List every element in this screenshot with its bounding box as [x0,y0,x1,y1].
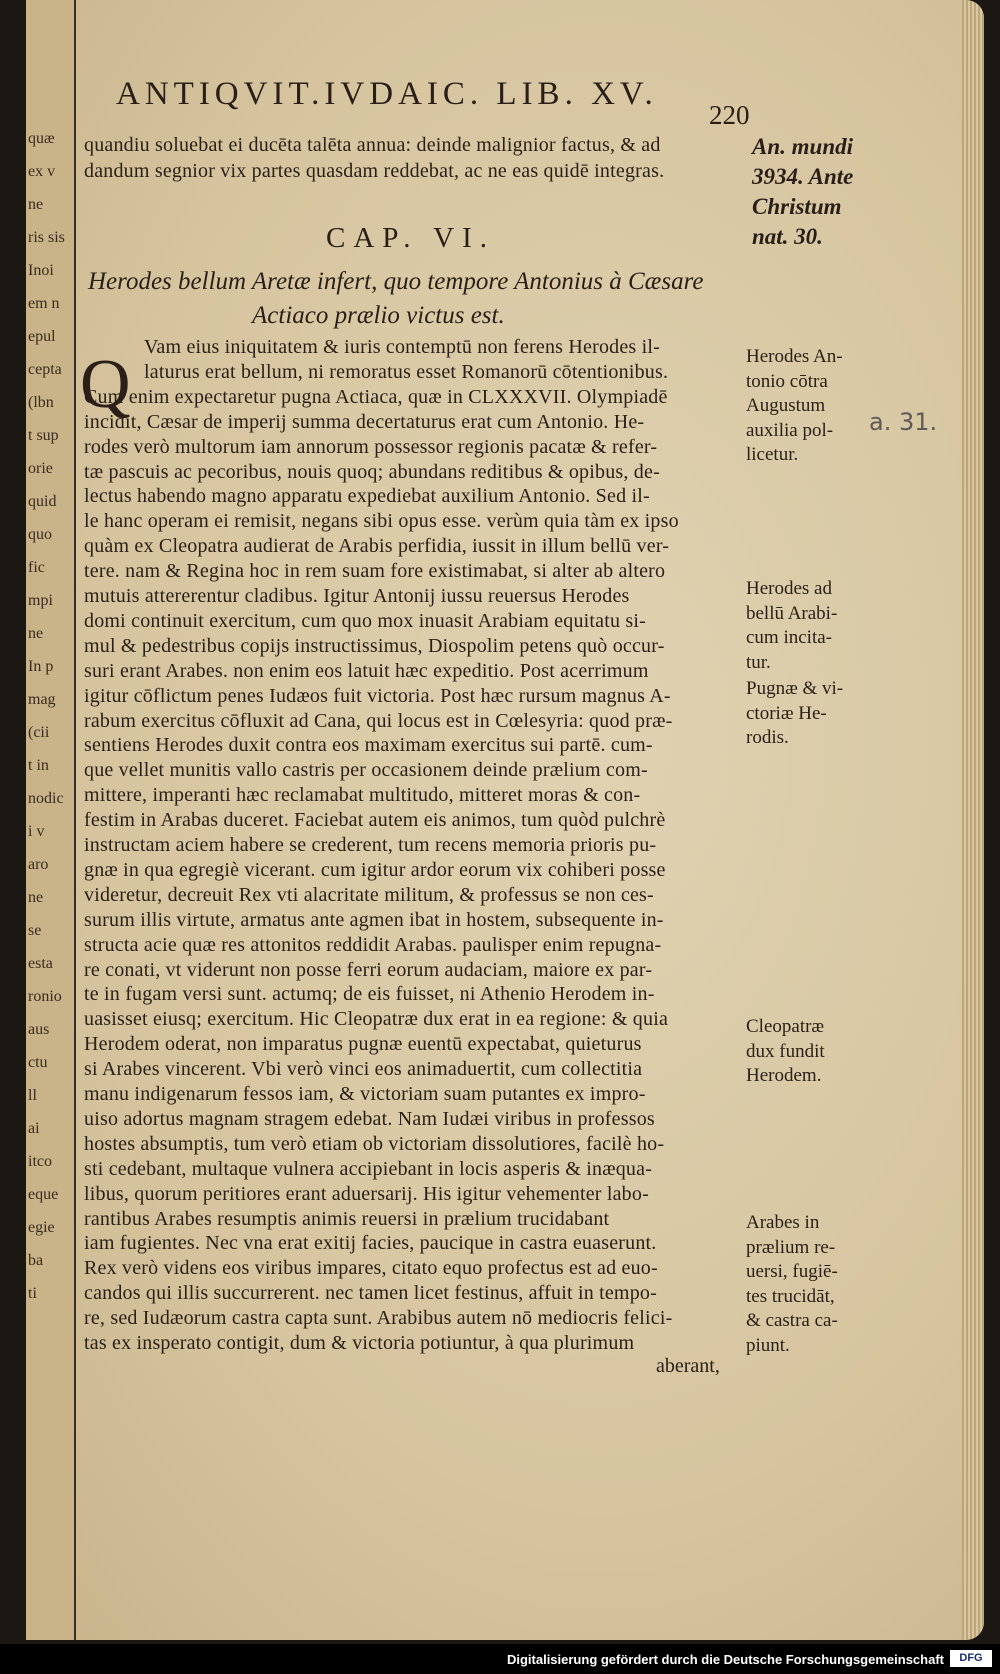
body-line: mutuis attererentur cladibus. Igitur Antonij iussu reuersus Herodes [84,585,630,607]
facing-page-fragment: eque [28,1186,59,1203]
drop-cap: Q [80,346,131,423]
facing-page-fragment: egie [28,1219,55,1236]
body-line: instructam aciem habere se crederent, tum recens memoria prioris pu- [84,834,657,856]
facing-page-fragment: se [28,922,42,939]
body-line: suri erant Arabes. non enim eos latuit hæc expeditio. Post acerrimum [84,659,649,682]
margin-note-line: Herodes ad [746,578,832,599]
margin-note-line: auxilia pol- [746,419,834,441]
book-page [26,0,984,1640]
margin-note-line: Arabes in [746,1212,820,1233]
margin-note-line: Herodes An- [746,346,843,367]
facing-page-fragment: ai [28,1120,40,1137]
body-line: quàm ex Cleopatra audierat de Arabis perfidia, iussit in illum bellū ver- [84,535,670,558]
facing-page-fragment: ne [28,196,44,213]
body-line: candos qui illis succurrerent. nec tamen licet festinus, affuit in tempo- [84,1282,657,1305]
body-line: libus, quorum peritiores erant aduersarij. His igitur vehementer labo- [84,1182,649,1205]
dfg-logo-icon: DFG [950,1650,992,1667]
facing-page-fragment: ne [28,625,44,642]
margin-note-line: & castra ca- [746,1310,838,1331]
facing-page-fragment: orie [28,460,53,477]
facing-page-fragment: mag [28,691,56,708]
body-line: uasisset eiusq; exercitum. Hic Cleopatræ dux erat in ea regione: & quia [84,1008,669,1031]
facing-page-fragment: i v [28,823,45,840]
intro-line: dandum segnior vix partes quasdam reddebat, ac ne eas quidē integras. [84,160,665,182]
body-line: re conati, vt viderunt non posse ferri eorum audaciam, maiore ex par- [84,958,653,981]
body-line: tere. nam & Regina hoc in rem suam fore existimabat, si alter ab altero [84,560,666,583]
body-line: laturus erat bellum, ni remoratus esset Romanorū cōtentionibus. [144,360,669,383]
margin-note-line: dux fundit [746,1040,825,1062]
margin-note-line: Augustum [746,395,826,416]
facing-page-fragment: fic [28,559,45,576]
facing-page-fragment: ris sis [28,229,65,246]
facing-page-fragment: (cii [28,724,50,741]
body-line: sentiens Herodes duxit contra eos maximam exercitus sui partē. cum- [84,734,653,757]
body-line: rodes verò multorum iam annorum possessor regionis pacatæ & refer- [84,435,658,458]
body-line: Cum enim expectaretur pugna Actiaca, quæ in CLXXXVII. Olympiadē [84,385,668,408]
facing-page-fragment: Inoi [28,262,54,279]
body-line: re, sed Iudæorum castra capta sunt. Arabibus autem nō mediocris felici- [84,1307,673,1330]
body-line: rantibus Arabes resumptis animis reuersi in prælium trucidabant [84,1207,610,1230]
margin-note-line: cum incita- [746,627,832,648]
facing-page-fragment: t in [28,757,49,774]
facing-page-fragment: ba [28,1252,44,1269]
page-fore-edge [962,0,984,1640]
facing-page-fragment: ex v [28,163,56,180]
body-line: tas ex insperato contigit, dum & victoria potiuntur, à qua plurimum [84,1332,635,1354]
margin-note-line: ctoriæ He- [746,702,827,724]
body-line: videretur, decreuit Rex vti alacritate militum, & professus se non ces- [84,883,654,906]
body-line: Vam eius iniquitatem & iuris contemptū non ferens Herodes il- [144,336,660,358]
facing-page-fragment: ronio [28,988,62,1005]
body-line: sti cedebant, multaque vulnera accipiebant in locis asperis & inæqua- [84,1157,653,1180]
facing-page-fragment: em n [28,295,60,312]
body-line: si Arabes vincerent. Vbi verò vinci eos animaduertit, cum collectitia [84,1058,643,1081]
body-line: uiso adortus magnam stragem edebat. Nam Iudæi viribus in professos [84,1107,655,1130]
chapter-heading: CAP. VI. [326,222,496,254]
body-line: manu indigenarum fessos iam, & victoriam suam putantes ex impro- [84,1083,646,1105]
facing-page-fragment: itco [28,1153,52,1170]
facing-page-fragment: In p [28,658,54,675]
chapter-summary-line: Actiaco prælio victus est. [252,302,505,329]
body-line: structa acie quæ res attonitos reddidit Arabas. paulisper enim repugna- [84,933,662,956]
facing-page-fragment: ctu [28,1054,48,1071]
margin-note-line: 3934. Ante [752,164,854,189]
facing-page-fragment: quæ [28,130,55,147]
pencil-annotation: a. 31. [869,408,938,436]
body-line: festim in Arabas duceret. Faciebat autem eis animos, tum quòd pulchrè [84,809,666,832]
facing-page-edge [26,0,76,1640]
body-line: tæ pascuis ac pecoribus, nouis quoq; abundans reditibus & opibus, de- [84,460,660,483]
margin-note-line: rodis. [746,727,789,748]
margin-note-line: tes trucidāt, [746,1285,835,1307]
facing-page-fragment: esta [28,955,53,972]
body-line: igitur cōflictum penes Iudæos fuit victoria. Post hæc rursum magnus A- [84,684,671,707]
chapter-summary-line: Herodes bellum Aretæ infert, quo tempore Antonius à Cæsare [88,268,704,295]
margin-note-line: licetur. [746,444,799,465]
margin-note-line: Herodem. [746,1065,822,1086]
facing-page-fragment: ne [28,889,44,906]
facing-page-fragment: mpi [28,592,53,609]
margin-note-line: tonio cōtra [746,370,828,392]
facing-page-fragment: quo [28,526,52,543]
facing-page-fragment: (lbn [28,394,54,411]
facing-page-fragment: t sup [28,427,59,444]
body-line: iam fugientes. Nec vna erat exitij facies, paucique in castra euaserunt. [84,1232,657,1255]
footer-credit: Digitalisierung gefördert durch die Deutsche Forschungsgemeinschaft [506,1652,944,1667]
facing-page-fragment: ll [28,1087,37,1104]
margin-note-line: uersi, fugiē- [746,1261,838,1282]
intro-line: quandiu soluebat ei ducēta talēta annua: deinde malignior factus, & ad [84,134,661,156]
margin-note-line: bellū Arabi- [746,602,838,624]
facing-page-fragment: aro [28,856,49,873]
body-line: lectus habendo magno apparatu expediebat auxilium Antonio. Sed il- [84,485,650,508]
body-line: surum illis virtute, armatus ante agmen ibat in hostem, subsequente in- [84,908,664,931]
body-line: rabum exercitus cōfluxit ad Cana, qui locus est in Cœlesyria: quod præ- [84,709,673,732]
digitization-footer [0,1644,1000,1674]
body-line: domi continuit exercitum, cum quo mox inuasit Arabiam equitatu si- [84,609,646,632]
body-line: mul & pedestribus copijs instructissimus, Diospolim petens quò occur- [84,634,665,657]
margin-note-line: Pugnæ & vi- [746,678,844,699]
facing-page-fragment: ti [28,1285,37,1302]
body-line: hostes absumptis, tum verò etiam ob victoriam dissolutiores, facilè ho- [84,1132,665,1155]
running-head: ANTIQVIT.IVDAIC. LIB. XV. [116,76,658,112]
body-line: le hanc operam ei remisit, negans sibi opus esse. verùm quia tàm ex ipso [84,510,679,533]
margin-note-line: prælium re- [746,1236,836,1258]
margin-note-line: An. mundi [752,134,853,159]
margin-note-line: Cleopatræ [746,1016,825,1037]
body-line: gnæ in qua egregiè vicerant. cum igitur ardor eorum vix cohiberi posse [84,858,666,881]
body-line: Rex verò videns eos viribus impares, citato equo profectus est ad euo- [84,1257,658,1280]
catchword: aberant, [656,1355,720,1377]
margin-note-line: piunt. [746,1334,790,1356]
body-line: incidit, Cæsar de imperij summa decertaturus erat cum Antonio. He- [84,410,645,433]
body-line: te in fugam versi sunt. actumq; de eis fuisset, ni Athenio Herodem in- [84,983,655,1006]
page-number: 220 [709,100,750,130]
body-line: mittere, imperanti hæc reclamabat multitudo, mitteret moras & con- [84,784,641,807]
facing-page-fragment: nodic [28,790,64,807]
facing-page-fragment: quid [28,493,57,510]
facing-page-fragment: epul [28,328,56,345]
body-line: que vellet munitis vallo castris per occasionem deinde prælium com- [84,759,648,782]
facing-page-fragment: cepta [28,361,62,378]
margin-note-line: nat. 30. [752,224,823,249]
margin-note-line: Christum [752,194,842,219]
body-line: Herodem oderat, non imparatus pugnæ euentū expectabat, quieturus [84,1033,642,1056]
margin-note-line: tur. [746,651,771,673]
facing-page-fragment: aus [28,1021,50,1038]
